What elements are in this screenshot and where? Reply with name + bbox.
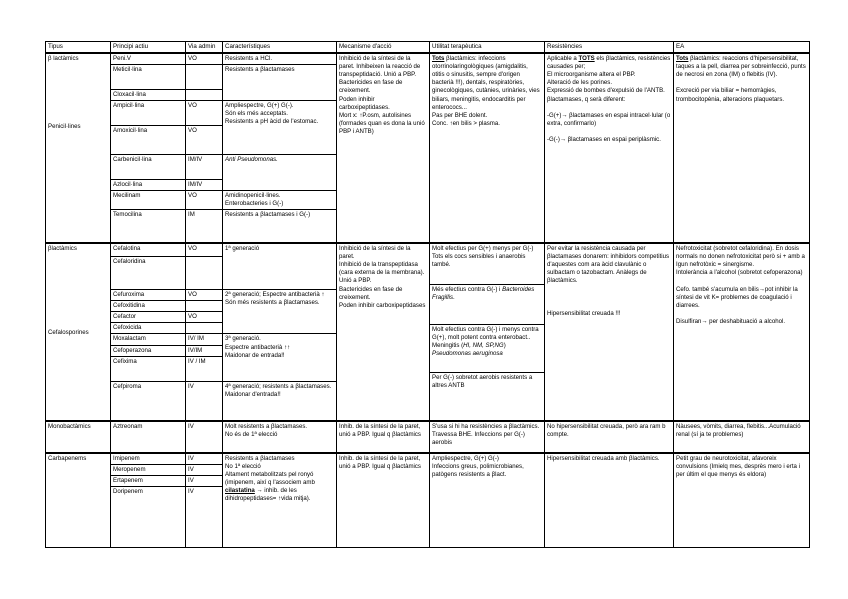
drug-name: Cefalotina <box>111 243 186 257</box>
drug-via: VO <box>186 125 223 154</box>
char-text-b: → inhib. de les dihidropeptidases= ↑vida mitja). <box>225 487 311 503</box>
type-cell-monobactamics: Monobactàmics <box>46 421 111 453</box>
utility-cell: S'usa si hi ha resistències a βlactàmics. Travessa BHE. Infeccions per G(-) aerobis <box>430 421 545 453</box>
table-row <box>46 453 810 465</box>
util-gen1: Molt efectius per G(+) menys per G(-) Tots els cocs sensibles i anaerobis també. <box>432 245 534 269</box>
antibiotics-table <box>45 41 810 548</box>
drug-via: VO <box>186 53 223 65</box>
utility-cell: Ampliespectre, G(+) G(-) Infeccions greus, polimicrobianes, patògens resistents a βlact. <box>430 453 545 548</box>
drug-via: IV/IM <box>186 345 223 356</box>
drug-via: IM/IV <box>186 154 223 179</box>
drug-characteristics <box>223 453 337 548</box>
resistance-cell: Per evitar la resistència causada per βlactamases donarem: inhibidors competitius d'aquestes com ara àcid clavulànic o sulbactam o tazobactam. Anàlegs de βlactàmics. Hipersensibilitat creuada !!! <box>545 243 674 421</box>
drug-name: Cefpiroma <box>111 381 186 421</box>
drug-characteristics: Anti Pseudomonas. <box>223 154 337 190</box>
drug-via: IM/IV <box>186 179 223 190</box>
mechanism-cell: Inhibició de la síntesi de la paret. Inhibeixen la reacció de transpeptidació. Unió a PBP. Bactericides en fase de creixement. Poden inhibir carboxipeptidases. Mort x: ↑P.osm, autolisines (formades quan es dona la unió PBP i ANTB) <box>337 53 430 243</box>
drug-via: IV/ IM <box>186 334 223 345</box>
type-label: βlactàmics <box>48 245 77 253</box>
drug-via <box>186 257 223 290</box>
drug-via: VO <box>186 243 223 257</box>
drug-via <box>186 65 223 90</box>
drug-name: Cefuroxima <box>111 290 186 301</box>
header-resistencies: Resistències <box>545 42 674 54</box>
header-principi: Principi actiu <box>111 42 186 54</box>
drug-via: IV <box>186 421 223 453</box>
drug-via: IV <box>186 381 223 421</box>
type-sublabel: Penicil·lines <box>48 123 81 131</box>
util-gen3-italic: HI, NM, SP,NG <box>463 342 504 350</box>
util-gen2-italic: Bacteroides Fragillis <box>432 286 535 302</box>
util-gen3-end: ) <box>503 342 506 350</box>
drug-name: Meropenem <box>111 464 186 475</box>
ea-lead: Tots <box>676 55 689 63</box>
drug-name: Ertapenem <box>111 475 186 486</box>
drug-name: Moxalactam <box>111 334 186 345</box>
utility-cell <box>430 53 545 243</box>
type-sublabel: Cefalosporines <box>48 329 89 337</box>
type-cell-penicillins <box>46 53 111 243</box>
drug-via <box>186 301 223 312</box>
res-text-a: Aplicable a <box>547 55 579 63</box>
drug-characteristics: Amidinopenicil·lines. Enterobacteries i G(-) <box>223 190 337 209</box>
drug-characteristics: Ampliespectre, G(+) G(-). Són els més acceptats. Resistents a pH àcid de l'estomac. <box>223 101 337 155</box>
drug-name: Amoxicil·lina <box>111 125 186 154</box>
drug-via: VO <box>186 190 223 209</box>
drug-via: VO <box>186 101 223 126</box>
mechanism-cell: Inhibició de la síntesi de la paret. Inhibició de la transpeptidasa (cara externa de la membrana). Unió a PBP. Bactericides en fase de creixement. Poden inhibir carboxipeptidases <box>337 243 430 421</box>
drug-name: Cloxacil·lina <box>111 90 186 101</box>
drug-name: Peni.V <box>111 53 186 65</box>
drug-name: Temocilina <box>111 210 186 244</box>
resistance-cell <box>545 53 674 243</box>
drug-via: IM <box>186 210 223 244</box>
res-text-b: els βlactàmics, resistències causades per; El microorganisme altera el PBP. Alteració de les porines. Expressió de bombes d'expulsió de l'ANTB. βlactamases, q serà diferent: -G(+)→ βlactamases en espai intracel·lular (o extra, confirmarlo) -G(-)→ βlactamases en espai periplàsmic. <box>547 55 671 144</box>
header-utilitat: Utilitat terapèutica <box>430 42 545 54</box>
header-ea: EA <box>674 42 810 54</box>
ea-cell: Nefrotoxicitat (sobretot cefaloridina). En dosis normals no donen nefrotoxicitat però si + amb a ​ Igun nefrotòxic = sinergisme. Intolerància a l'alcohol (sobretot cefoperazona) Cefo. també s'acumula en bilis→pot inhibir la síntesi de vit K= problemes de coagulació i diarrees. Disulfiran→ per deshabituació a alcohol. <box>674 243 810 421</box>
drug-via: IV <box>186 486 223 547</box>
drug-name: Mecilinam <box>111 190 186 209</box>
util-gen2 <box>430 284 544 324</box>
drug-via <box>186 90 223 101</box>
util-gen3-text: Molt efectius contra G(-) i menys contra G(+), molt potent contra enterobact.. Meningitis ( <box>432 326 539 350</box>
generation-cell: 2ª generació; Espectre antibacterià ↑ Són més resistents a βlactamases. <box>223 290 337 334</box>
header-row <box>46 42 810 54</box>
util-gen3-italic2: Pseudomonas aeruginosa <box>432 350 503 358</box>
drug-name: Cefoxicida <box>111 323 186 334</box>
drug-via: IV / IM <box>186 356 223 381</box>
utility-cell <box>430 243 545 421</box>
type-label: β lactàmics <box>48 55 79 63</box>
generation-cell: 3ª generació. Espectre antibacterià ↑↑ Maidonar de entrada!! <box>223 334 337 381</box>
mechanism-cell: Inhib. de la síntesi de la paret, unió a PBP. Igual q βlactàmics <box>337 453 430 548</box>
table-row <box>46 243 810 257</box>
drug-via: VO <box>186 290 223 301</box>
drug-via <box>186 323 223 334</box>
header-mecanisme: Mecanisme d'acció <box>337 42 430 54</box>
drug-name: Cefaloridina <box>111 257 186 290</box>
header-tipus: Tipus <box>46 42 111 54</box>
drug-name: Doripenem <box>111 486 186 547</box>
drug-name: Cefoxitidina <box>111 301 186 312</box>
drug-via: IV <box>186 475 223 486</box>
res-lead: TOTS <box>578 55 595 63</box>
util-gen4: Per G(-) sobretot aerobis resistents a altres ANTB <box>430 372 544 390</box>
header-caracteristiques: Característiques <box>223 42 337 54</box>
drug-characteristics: Resistents a HCl. <box>223 53 337 65</box>
drug-name: Azlocil·lina <box>111 179 186 190</box>
ea-text: βlactàmics: reaccions d'hipersensibilitat, taques a la pell, diarrea per sobreinfecció, punts de necrosi en zona (IM) o flebitis (IV). Excreció per via biliar = hemorràgies, trombocitopènia, alteracions plaquetars. <box>676 55 806 103</box>
generation-cell: 4ª generació; resistents a βlactamases. Maidonar d'entrada!! <box>223 381 337 421</box>
drug-name: Cefixima <box>111 356 186 381</box>
drug-characteristics: Molt resistents a βlactamases. No és de 1ª elecció <box>223 421 337 453</box>
drug-characteristics: Resistents a βlactamases i G(-) <box>223 210 337 244</box>
char-underlined: cilastatina <box>225 487 255 495</box>
drug-via: IV <box>186 464 223 475</box>
ea-cell: Nàusees, vòmits, diarrea, flebitis...Acumulació renal (sí ja te problemes) <box>674 421 810 453</box>
drug-characteristics: Resistents a βlactamases <box>223 65 337 101</box>
table-row <box>46 53 810 65</box>
mechanism-cell: Inhib. de la síntesi de la paret, unió a PBP. Igual q βlactàmics <box>337 421 430 453</box>
drug-name: Carbenicil·lina <box>111 154 186 179</box>
drug-via: IV <box>186 453 223 465</box>
drug-via: VO <box>186 312 223 323</box>
table-row <box>46 421 810 453</box>
resistance-cell: No hipersensibilitat creuada, però ara ram b compte. <box>545 421 674 453</box>
ea-cell: Petit grau de neurotoxicitat, afavoreix convulsions (Imielq mes, desprès mero i erta i per últim el que menys és eldora) <box>674 453 810 548</box>
type-cell-carbapenems: Carbapenems <box>46 453 111 548</box>
drug-name: Meticil·lina <box>111 65 186 90</box>
ea-cell <box>674 53 810 243</box>
util-text: βlactàmics: infeccions otorrinolaringològiques (amigdalitis, otitis o sinusitis, sempre d'origen bacterià !!!), dentals, respiratòries, ginecològiques, cutànies, urinàries, vies biliars, meningitis, endocarditis per enterococs... Pas per BHE dolent. Conc. ↑en bilis > plasma. <box>432 55 540 127</box>
drug-name: Cefactor <box>111 312 186 323</box>
drug-name: Imipenem <box>111 453 186 465</box>
drug-name: Cefoperazona <box>111 345 186 356</box>
drug-name: Ampicil·lina <box>111 101 186 126</box>
generation-cell: 1ª generació <box>223 243 337 290</box>
drug-name: Aztreonam <box>111 421 186 453</box>
util-gen2-end: . <box>453 294 455 302</box>
util-lead: Tots <box>432 55 445 63</box>
type-cell-cephalosporins <box>46 243 111 421</box>
resistance-cell: Hipersensibilitat creuada amb βlactàmics. <box>545 453 674 548</box>
char-text-a: Resistents a βlactamases No 1ª elecció Altament metabolitzats pel ronyó (imipenem, així q l'associem amb <box>225 454 315 486</box>
util-gen3 <box>430 324 544 372</box>
util-gen2-text: Més efectius contra G(-) i <box>432 286 503 294</box>
header-via: Via admin <box>186 42 223 54</box>
